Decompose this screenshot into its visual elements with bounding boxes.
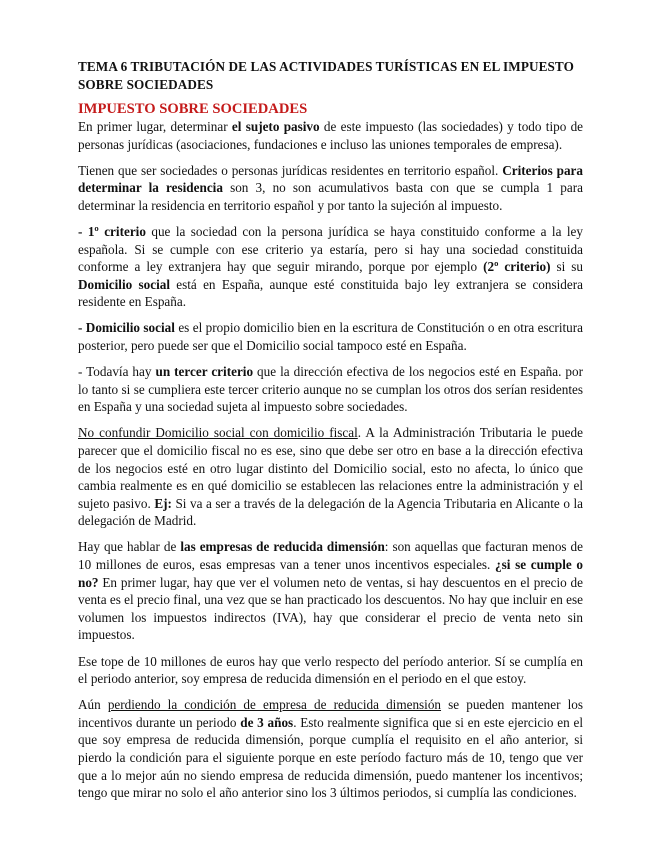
text-run: Si va a ser a través de la delegación de la Agencia Tributaria en Alicante o la delegación de Madrid. [78,495,583,529]
text-run: En primer lugar, determinar [78,119,232,134]
bold-term: Domicilio social [78,276,170,292]
paragraph-sujeto-pasivo [78,118,583,153]
bold-term: - Domicilio social [78,320,175,336]
text-run: que la dirección efectiva de los negocios esté en España. por lo tanto si se cumpliera este tercer criterio aunque no se cumplan los otros dos serían residentes en España y una sociedad sujeta al impuesto sobre sociedades. [78,364,584,415]
paragraph-domicilio-fiscal [78,424,583,530]
text-run: está en España, aunque esté constituida bajo ley extranjera se considera residente en España. [78,276,583,310]
bold-term: Ej: [154,495,172,511]
text-run: si su [550,259,583,275]
text-run: Hay que hablar de [78,539,181,555]
bold-term: de 3 años [240,714,294,730]
bold-term: - 1º criterio [78,223,146,239]
text-run: Tienen que ser sociedades o personas jurídicas residentes en territorio español. [78,162,503,178]
paragraph-tope: Ese tope de 10 millones de euros hay que verlo respecto del período anterior. Sí se cumplía en el periodo anterior, soy empresa de reducida dimensión en el periodo en el que estoy. [78,653,583,687]
underlined-term: perdiendo la condición de empresa de reducida dimensión [107,697,442,713]
bold-term: ¿si se cumple o no? [78,557,583,590]
document-title: TEMA 6 TRIBUTACIÓN DE LAS ACTIVIDADES TURÍSTICAS EN EL IMPUESTO SOBRE SOCIEDADES [78,59,574,92]
text-run: son 3, no son acumulativos basta con que se cumpla 1 para determinar la residencia en territorio español y por tanto la sujeción al impuesto. [78,180,583,213]
text-run: se pueden mantener los incentivos durante un periodo [78,697,583,730]
text-run: de este impuesto (las sociedades) y todo tipo de personas jurídicas (asociaciones, fundaciones e incluso las uniones temporales de empresa). [78,119,584,152]
paragraph-residencia [78,162,583,215]
bold-term: el sujeto pasivo [231,119,320,134]
underlined-term: No confundir Domicilio social con domicilio fiscal [78,425,358,441]
section-heading: IMPUESTO SOBRE SOCIEDADES [78,101,308,117]
bold-term: Criterios para determinar la residencia [78,162,584,196]
paragraph-domicilio-social [78,319,583,354]
text-run: : son aquellas que facturan menos de 10 millones de euros, esas empresas van a tener unos incentivos especiales. [78,539,583,573]
text-run: . Esto realmente significa que si en este ejercicio en el que soy empresa de reducida dimensión, porque cumplía el requisito en el año anterior, si pierdo la condición para el siguiente porque en este período facturo más de 10, tengo que ver que a lo mejor aún no siendo empresa de reducida dimensión, puedo mantener los incentivos; tengo que mirar no solo el año anterior sino los 3 últimos periodos, si cumplía las condiciones. [78,714,583,801]
text-run: Aún [78,697,108,713]
text-run: es el propio domicilio bien en la escritura de Constitución o en otra escritura posterior, pero puede ser que el Domicilio social tampoco esté en España. [78,320,583,354]
paragraph-tercer-criterio [78,363,583,416]
text-run: En primer lugar, hay que ver el volumen neto de ventas, si hay descuentos en el precio de venta es el precio final, una vez que se han practicado los descuentos. No hay que incluir en ese volumen los impuestos indirectos (IVA), hay que considerar el precio de venta neto sin impuestos. [78,574,583,643]
bold-term: las empresas de reducida dimensión [180,539,385,555]
text-run: . A la Administración Tributaria le puede parecer que el domicilio fiscal no es ese, sino que debe ser otro en base a la dirección efectiva de los negocios esté en otro lugar distinto del Domicilio social, esto no afecta, lo único que cambia realmente es en qué domicilio se establecen las relaciones entre la administración y el sujeto pasivo. [78,425,583,511]
paragraph-primer-criterio [78,223,583,311]
text-run: - Todavía hay [78,364,156,380]
bold-term: (2º criterio) [483,259,551,275]
text-run: que la sociedad con la persona jurídica se haya constituido conforme a la ley española. Si se cumple con ese criterio ya estaría, pero si hay una sociedad constituida conforme a ley extranjera hay que seguir mirando, porque por ejemplo [78,223,583,275]
paragraph-perdiendo-condicion [78,696,583,802]
bold-term: un tercer criterio [155,364,254,380]
paragraph-reducida-dimension [78,538,583,644]
